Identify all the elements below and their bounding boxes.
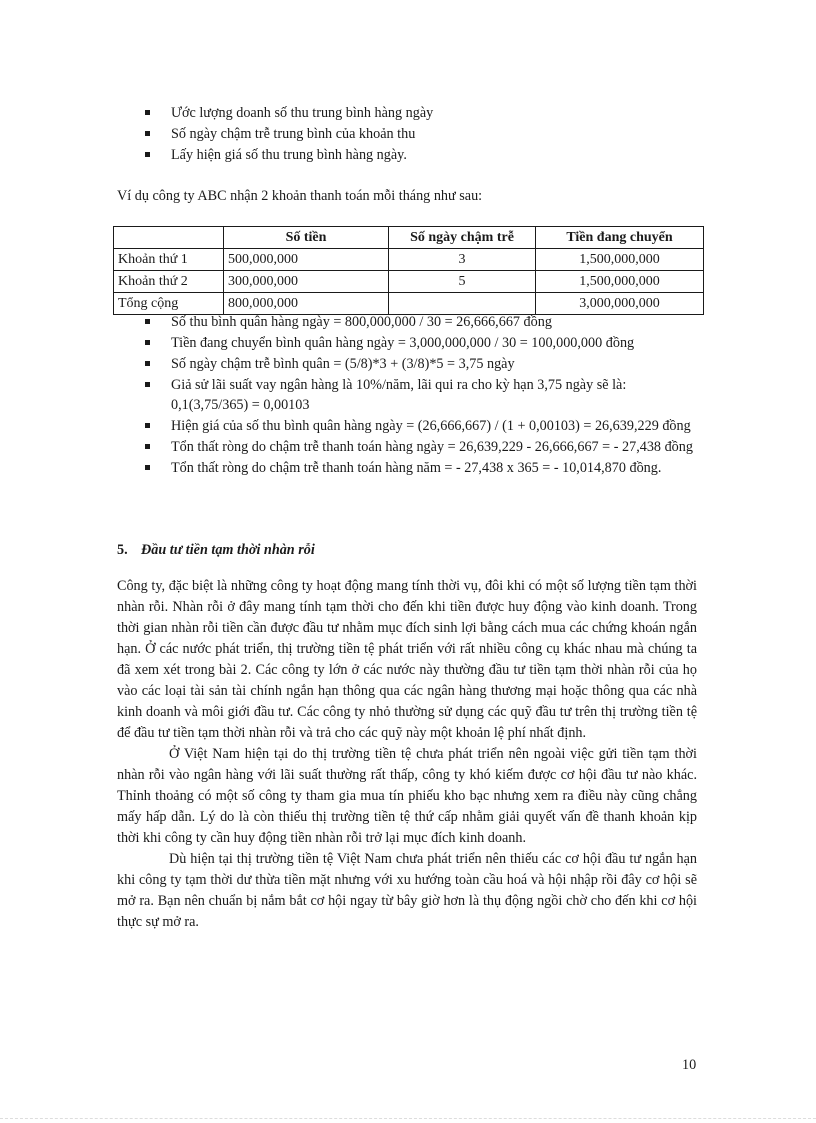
table-row <box>114 271 704 293</box>
table-header-cell <box>114 227 224 249</box>
table-cell: 3,000,000,000 <box>536 293 704 315</box>
section-body <box>117 576 697 933</box>
list-item: Giả sử lãi suất vay ngân hàng là 10%/năm, lãi qui ra cho kỳ hạn 3,75 ngày sẽ là: 0,1(3,75/365) = 0,00103 <box>145 375 705 415</box>
list-item: Tiền đang chuyển bình quân hàng ngày = 3,000,000,000 / 30 = 100,000,000 đồng <box>145 333 705 353</box>
table-cell: 5 <box>389 271 536 293</box>
paragraph: Ở Việt Nam hiện tại do thị trường tiền tệ chưa phát triển nên ngoài việc gửi tiền tạm thời nhàn rỗi vào ngân hàng với lãi suất thường rất thấp, công ty khó kiếm được cơ hội đầu tư nào khác. Thỉnh thoảng có một số công ty tham gia mua tín phiếu kho bạc nhưng xem ra điều này cũng chẳng mấy hấp dẫn. Lý do là còn thiếu thị trường tiền tệ thứ cấp nhằm giải quyết vấn đề thanh khoản kịp thời khi công ty cần huy động tiền nhàn rỗi trở lại mục đích kinh doanh. <box>117 746 697 846</box>
list-item: Số ngày chậm trễ bình quân = (5/8)*3 + (3/8)*5 = 3,75 ngày <box>145 354 705 374</box>
page-bottom-rule <box>0 1118 816 1119</box>
list-item: Hiện giá của số thu bình quân hàng ngày = (26,666,667) / (1 + 0,00103) = 26,639,229 đồng <box>145 416 705 436</box>
table-cell: 1,500,000,000 <box>536 249 704 271</box>
top-bullet-list <box>145 103 705 166</box>
list-item: Tổn thất ròng do chậm trễ thanh toán hàng ngày = 26,639,229 - 26,666,667 = - 27,438 đồng <box>145 437 705 457</box>
table-cell: 3 <box>389 249 536 271</box>
paragraph: Công ty, đặc biệt là những công ty hoạt động mang tính thời vụ, đôi khi có một số lượng tiền tạm thời nhàn rỗi. Nhàn rỗi ở đây mang tính tạm thời cho đến khi tiền được huy động vào kinh doanh. Trong thời gian nhàn rỗi tiền cần được đầu tư nhằm mục đích sinh lợi bằng cách mua các chứng khoán ngắn hạn. Ở các nước phát triển, thị trường tiền tệ phát triển với rất nhiều công cụ khác nhau mà chúng ta đã xem xét trong bài 2. Các công ty lớn ở các nước này thường đầu tư tiền tạm thời nhàn rỗi của họ vào các loại tài sản tài chính ngắn hạn thông qua các ngân hàng thương mại hoặc thông qua các nhà kinh doanh và môi giới đầu tư. Các công ty nhỏ thường sử dụng các quỹ đầu tư trên thị trường tiền tệ để đầu tư tiền tạm thời nhàn rỗi và trả cho các quỹ này một khoản lệ phí nhất định. <box>117 578 697 741</box>
table-cell: 500,000,000 <box>224 249 389 271</box>
section-title: Đầu tư tiền tạm thời nhàn rỗi <box>141 542 315 558</box>
list-item: Số thu bình quân hàng ngày = 800,000,000 / 30 = 26,666,667 đồng <box>145 312 705 332</box>
section-heading <box>117 540 717 560</box>
list-item: Ước lượng doanh số thu trung bình hàng ngày <box>145 103 705 124</box>
table-header-cell: Số tiền <box>224 227 389 249</box>
table-row <box>114 249 704 271</box>
example-intro: Ví dụ công ty ABC nhận 2 khoản thanh toán mỗi tháng như sau: <box>117 188 483 204</box>
list-item: Lấy hiện giá số thu trung bình hàng ngày. <box>145 145 705 166</box>
paragraph: Dù hiện tại thị trường tiền tệ Việt Nam chưa phát triển nên thiếu các cơ hội đầu tư ngắn hạn khi công ty tạm thời dư thừa tiền mặt nhưng với xu hướng toàn cầu hoá và hội nhập rồi đây cơ hội sẽ mở ra. Bạn nên chuẩn bị nắm bắt cơ hội ngay từ bây giờ hơn là thụ động ngồi chờ cho đến khi cơ hội thực sự mở ra. <box>117 851 697 930</box>
payment-table <box>113 226 704 315</box>
table-header-cell: Tiền đang chuyển <box>536 227 704 249</box>
table-cell: 1,500,000,000 <box>536 271 704 293</box>
list-item: Tổn thất ròng do chậm trễ thanh toán hàng năm = - 27,438 x 365 = - 10,014,870 đồng. <box>145 458 705 478</box>
table-cell: Khoản thứ 1 <box>114 249 224 271</box>
table-cell: 300,000,000 <box>224 271 389 293</box>
section-number: 5. <box>117 542 128 558</box>
table-header-row <box>114 227 704 249</box>
table-cell: Tổng cộng <box>114 293 224 315</box>
table-cell: 800,000,000 <box>224 293 389 315</box>
table-cell: Khoản thứ 2 <box>114 271 224 293</box>
table-header-cell: Số ngày chậm trễ <box>389 227 536 249</box>
list-item: Số ngày chậm trễ trung bình của khoản thu <box>145 124 705 145</box>
page-number: 10 <box>682 1057 697 1073</box>
calculation-bullet-list <box>145 312 705 479</box>
